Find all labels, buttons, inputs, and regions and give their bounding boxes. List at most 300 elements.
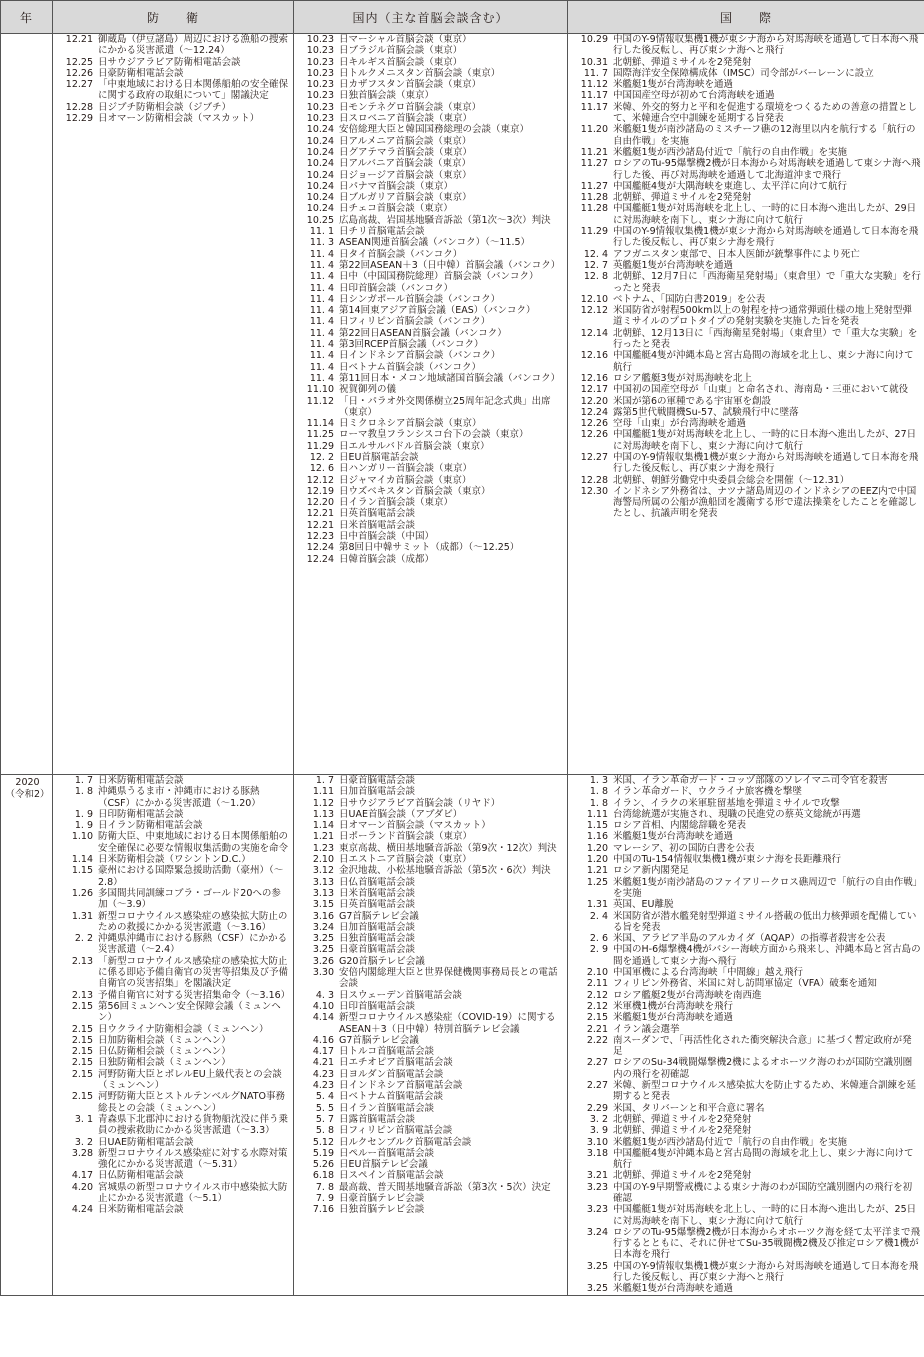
event-entry: [296, 888, 567, 899]
event-date: 1.31: [586, 899, 608, 911]
event-entry: [570, 407, 924, 418]
event-date: 10.23: [306, 101, 334, 113]
event-entry: [296, 113, 567, 124]
event-text: 日イラン首脳会談（東京）: [339, 497, 454, 509]
event-entry: [296, 911, 567, 922]
event-text: 東京高裁、横田基地騒音訴訟（第9次・12次）判決: [339, 842, 557, 854]
event-date: 4.23: [312, 1068, 334, 1080]
event-date: 3.23: [586, 1181, 608, 1193]
event-entry: [296, 944, 567, 955]
event-text: 日独防衛相会談（ミュンヘン）: [98, 1057, 231, 1069]
event-date: 3.24: [586, 1226, 608, 1238]
event-date: 3. 9: [589, 1125, 608, 1137]
event-text: 日印首脳会談（バンコク）: [339, 282, 454, 294]
event-text: 米国が第6の軍種である宇宙軍を創設: [613, 395, 772, 407]
event-entry: [296, 362, 567, 373]
event-entry: [296, 79, 567, 90]
event-date: 2. 9: [589, 944, 608, 956]
event-text: 日イラン防衛相電話会談: [98, 820, 203, 832]
event-date: 10.23: [306, 34, 334, 45]
event-date: 10.24: [306, 203, 334, 215]
event-date: 10.31: [580, 56, 608, 68]
event-text: 北朝鮮、12月13日に「西海衛星発射場」（東倉里）で「重大な実験」を行ったと発表: [613, 327, 918, 351]
event-entry: [570, 418, 924, 429]
event-date: 10.24: [306, 135, 334, 147]
event-entry: [55, 775, 293, 786]
event-date: 2.11: [586, 978, 608, 990]
event-entry: [570, 967, 924, 978]
event-text: 台湾総統選が実施され、現職の民進党の蔡英文総統が再選: [613, 808, 861, 820]
event-date: 10.23: [306, 67, 334, 79]
event-text: 日EU首脳電話会談: [339, 451, 419, 463]
event-text: 中国軍機による台湾海峡「中間線」越え飛行: [613, 967, 804, 979]
event-text: 米国防省が潜水艦発射型弾道ミサイル搭載の低出力核弾頭を配備している旨を発表: [613, 910, 917, 933]
event-date: 5. 7: [315, 1113, 334, 1125]
event-text: 北朝鮮、弾道ミサイルを2発発射: [613, 1170, 752, 1182]
event-entry: [570, 944, 924, 967]
event-date: 1.21: [312, 831, 334, 843]
event-text: 日タイ首脳会談（バンコク）: [339, 248, 463, 260]
event-entry: [296, 1193, 567, 1204]
event-entry: [296, 508, 567, 519]
event-date: 12.26: [580, 429, 608, 441]
event-entry: [296, 237, 567, 248]
event-text: マレーシア、初の国防白書を公表: [613, 842, 755, 854]
event-text: 米艦艇1隻が西沙諸島付近で「航行の自由作戦」を実施: [613, 1136, 848, 1148]
event-date: 3.28: [71, 1147, 93, 1159]
event-date: 11.12: [306, 395, 334, 407]
event-entry: [296, 463, 567, 474]
header-year: 年: [1, 1, 53, 34]
event-entry: [55, 57, 293, 68]
event-date: 3.23: [586, 1204, 608, 1216]
event-text: 日インドネシア首脳会談（バンコク）: [339, 350, 501, 362]
event-date: 3.16: [312, 910, 334, 922]
event-entry: [296, 441, 567, 452]
event-date: 1.21: [586, 865, 608, 877]
event-text: 米国防省が射程500km以上の射程を持つ通常弾頭仕様の地上発射型弾道ミサイルのプロトタイプの発射実験を実施した旨を発表: [613, 305, 912, 328]
domestic-cell: [294, 775, 568, 1296]
international-cell: [568, 34, 924, 775]
event-date: 7. 9: [315, 1192, 334, 1204]
event-entry: [296, 34, 567, 45]
event-text: 日米首脳電話会談: [339, 519, 416, 531]
event-text: ロシアのTu-95爆撃機2機が日本海から対馬海峡を通過して東シナ海へ飛行した後、再び対馬海峡を通過して北海道沖まで飛行: [613, 158, 921, 181]
event-date: 10.29: [580, 34, 608, 45]
event-date: 12.12: [306, 474, 334, 486]
event-date: 12.20: [306, 497, 334, 509]
event-text: 日韓首脳会談（成都）: [339, 553, 435, 565]
event-date: 2. 2: [74, 933, 93, 945]
event-text: 日印防衛相電話会談: [98, 808, 184, 820]
event-entry: [296, 865, 567, 876]
event-date: 4.16: [312, 1034, 334, 1046]
event-date: 2.15: [71, 1046, 93, 1058]
event-text: 北朝鮮、弾道ミサイルを2発発射: [613, 56, 752, 68]
event-date: 11.29: [580, 226, 608, 238]
event-entry: [296, 831, 567, 842]
event-text: 中国のY-9情報収集機1機が東シナ海から対馬海峡を通過して日本海を飛行した後反転し、再び東シナ海を飛行: [613, 451, 919, 475]
event-text: 「中東地域における日本関係船舶の安全確保に関する政府の取組について」閣議決定: [98, 79, 289, 102]
event-date: 10.24: [306, 146, 334, 158]
event-text: 米艦艇1隻が台湾海峡を通過: [613, 1012, 734, 1024]
event-entry: [570, 854, 924, 865]
event-text: 中国艦艇1隻が対馬海峡を北上し、一時的に日本海へ進出したが、25日に対馬海峡を南下し、東シナ海に向けて航行: [613, 1204, 917, 1227]
event-entry: [570, 203, 924, 226]
header-domestic: 国内（主な首脳会談含む）: [294, 1, 568, 34]
event-entry: [570, 1148, 924, 1171]
event-date: 11. 4: [309, 259, 334, 271]
event-entry: [55, 1069, 293, 1092]
event-entry: [296, 1103, 567, 1114]
event-text: 日スロベニア首脳会談（東京）: [339, 113, 473, 125]
event-date: 12.24: [580, 406, 608, 418]
event-date: 12.27: [580, 451, 608, 463]
event-text: ベトナム、「国防白書2019」を公表: [613, 293, 766, 305]
event-date: 1.20: [586, 854, 608, 866]
event-date: 11. 4: [309, 327, 334, 339]
event-text: 新型コロナウイルス感染症（COVID-19）に関するASEAN＋3（日中韓）特別首脳テレビ会議: [339, 1012, 556, 1035]
event-text: 英国、EU離脱: [613, 899, 674, 911]
event-date: 4.14: [312, 1012, 334, 1024]
event-text: 日米首脳電話会談: [339, 887, 416, 899]
event-text: G20首脳テレビ会議: [339, 955, 425, 967]
event-text: 日豪首脳テレビ会談: [339, 1192, 425, 1204]
event-text: 米艦艇1隻が台湾海峡を通過: [613, 1283, 734, 1295]
event-text: 日独首脳会談（東京）: [339, 90, 435, 102]
event-date: 12.25: [65, 56, 93, 68]
event-text: 空母「山東」が台湾海峡を通過: [613, 418, 747, 430]
event-entry: [296, 147, 567, 158]
event-date: 1.15: [586, 820, 608, 832]
event-text: 中国国産空母が初めて台湾海峡を通過: [613, 90, 775, 102]
event-entry: [570, 249, 924, 260]
event-text: 日仏防衛相会談（ミュンヘン）: [98, 1046, 231, 1058]
event-entry: [570, 990, 924, 1001]
event-text: 米艦艇1隻が南沙諸島のミスチーフ礁の12海里以内を航行する「航行の自由作戦」を実施: [613, 124, 916, 147]
event-entry: [570, 775, 924, 786]
event-text: 日イラン首脳電話会談: [339, 1102, 435, 1114]
event-text: 第11回日本・メコン地域諸国首脳会議（バンコク）: [339, 372, 561, 384]
event-text: 日印首脳電話会談: [339, 1000, 416, 1012]
event-text: 日サウジアラビア首脳会談（リヤド）: [339, 797, 501, 809]
event-entry: [296, 1035, 567, 1046]
event-date: 4.17: [71, 1170, 93, 1182]
event-date: 2.10: [312, 854, 334, 866]
event-entry: [55, 854, 293, 865]
event-text: 日ウクライナ防衛相会談（ミュンヘン）: [98, 1023, 269, 1035]
event-date: 10.24: [306, 169, 334, 181]
event-date: 1.16: [586, 831, 608, 843]
event-entry: [55, 1204, 293, 1215]
domestic-cell: [294, 34, 568, 775]
event-entry: [296, 203, 567, 214]
event-date: 3.21: [586, 1170, 608, 1182]
event-entry: [570, 899, 924, 910]
event-entry: [296, 57, 567, 68]
event-text: 日ジョージア首脳会談（東京）: [339, 169, 472, 181]
event-date: 2.15: [71, 1023, 93, 1035]
event-entry: [570, 1170, 924, 1181]
event-entry: [296, 158, 567, 169]
event-date: 12.12: [580, 305, 608, 317]
event-date: 6.18: [312, 1170, 334, 1182]
event-text: ロシア艦艇2隻が台湾海峡を南西進: [613, 989, 762, 1001]
defense-cell: [53, 775, 294, 1296]
event-date: 11.25: [306, 429, 334, 441]
event-date: 4.10: [312, 1000, 334, 1012]
event-entry: [296, 328, 567, 339]
event-entry: [570, 1261, 924, 1284]
international-cell: [568, 775, 924, 1296]
event-date: 11.28: [580, 192, 608, 204]
event-entry: [296, 1091, 567, 1102]
event-entry: [55, 102, 293, 113]
event-entry: [55, 786, 293, 809]
event-text: 露第5世代戦闘機Su-57、試験飛行中に墜落: [613, 406, 799, 418]
event-date: 12. 8: [583, 271, 608, 283]
event-text: 中国のY-9早期警戒機による東シナ海のわが国防空識別圏内の飛行を初確認: [613, 1181, 913, 1204]
event-entry: [296, 475, 567, 486]
event-text: 日ペルー首脳電話会談: [339, 1147, 435, 1159]
event-entry: [570, 1103, 924, 1114]
event-text: 沖縄県沖縄市における豚熱（CSF）にかかる災害派遣（〜2.4）: [98, 933, 288, 956]
event-text: 日チリ首脳電話会談: [339, 226, 425, 238]
event-entry: [55, 1170, 293, 1181]
event-entry: [296, 429, 567, 440]
event-entry: [296, 1170, 567, 1181]
year-row-2019: [1, 34, 924, 775]
event-date: 2. 4: [589, 910, 608, 922]
event-entry: [570, 452, 924, 475]
event-date: 11. 4: [309, 361, 334, 373]
event-entry: [296, 305, 567, 316]
header-international: 国 際: [568, 1, 924, 34]
event-date: 1.12: [312, 797, 334, 809]
event-entry: [296, 1012, 567, 1035]
event-text: 日アルメニア首脳会談（東京）: [339, 135, 472, 147]
event-date: 11.14: [306, 418, 334, 430]
event-entry: [296, 798, 567, 809]
event-date: 2.15: [71, 1091, 93, 1103]
event-text: 防衛大臣、中東地域における日本関係船舶の安全確保に必要な情報収集活動の実施を命令: [98, 831, 289, 854]
event-text: 日英首脳電話会談: [339, 508, 416, 520]
event-date: 1.23: [312, 842, 334, 854]
event-text: 日ウズベキスタン首脳会談（東京）: [339, 485, 491, 497]
event-date: 2.15: [71, 1068, 93, 1080]
event-date: 12.19: [306, 485, 334, 497]
event-entry: [296, 542, 567, 553]
event-text: 日スウェーデン首脳電話会談: [339, 989, 462, 1001]
event-entry: [296, 531, 567, 542]
event-text: ロシア首相、内閣総辞職を発表: [613, 820, 747, 832]
event-date: 2.15: [71, 1034, 93, 1046]
event-entry: [570, 1001, 924, 1012]
event-date: 12.24: [306, 542, 334, 554]
event-text: 中国のY-9情報収集機1機が東シナ海から対馬海峡を通過して日本海を飛行した後反転し、再び東シナ海へと飛行: [613, 1260, 919, 1284]
event-entry: [570, 384, 924, 395]
event-text: 中国艦艇4隻が沖縄本島と宮古島間の海域を北上し、東シナ海に向けて航行: [613, 350, 914, 373]
event-text: 第8回日中韓サミット（成都）（〜12.25）: [339, 542, 520, 554]
event-entry: [296, 956, 567, 967]
event-date: 4. 3: [315, 989, 334, 1001]
event-entry: [570, 877, 924, 900]
event-entry: [296, 775, 567, 786]
event-date: 11.28: [580, 203, 608, 215]
event-text: 青森県下北郡沖における貨物船沈没に伴う乗員の捜索救助にかかる災害派遣（〜3.3）: [98, 1113, 289, 1137]
event-entry: [570, 34, 924, 57]
event-date: 2.27: [586, 1057, 608, 1069]
event-date: 3. 2: [74, 1136, 93, 1148]
event-date: 1. 7: [74, 775, 93, 786]
event-text: 「新型コロナウイルス感染症の感染拡大防止に係る即応予備自衛官の災害等招集及び予備自衛官の災害招集」を閣議決定: [98, 955, 289, 990]
event-date: 2. 6: [589, 933, 608, 945]
event-entry: [296, 1182, 567, 1193]
event-date: 2.13: [71, 955, 93, 967]
event-date: 1.20: [586, 842, 608, 854]
event-text: 第3回RCEP首脳会議（バンコク）: [339, 339, 484, 351]
event-date: 10.23: [306, 45, 334, 57]
event-entry: [55, 1001, 293, 1024]
event-date: 12. 4: [583, 248, 608, 260]
event-text: 日仏防衛相電話会談: [98, 1170, 184, 1182]
event-entry: [296, 809, 567, 820]
event-entry: [570, 328, 924, 351]
event-entry: [296, 192, 567, 203]
event-entry: [570, 1114, 924, 1125]
event-date: 7.16: [312, 1204, 334, 1216]
event-text: 豪州における国際緊急援助活動（豪州）（〜2.8）: [98, 865, 284, 888]
event-date: 3.25: [312, 944, 334, 956]
event-entry: [296, 181, 567, 192]
event-entry: [570, 79, 924, 90]
event-date: 11. 4: [309, 248, 334, 260]
event-date: 1.26: [71, 887, 93, 899]
event-text: イラン、イラクの米軍駐留基地を弾道ミサイルで攻撃: [613, 797, 840, 809]
event-date: 3.30: [312, 967, 334, 979]
event-text: 日UAE防衛相電話会談: [98, 1136, 194, 1148]
event-date: 3.13: [312, 876, 334, 888]
event-entry: [55, 79, 293, 102]
event-date: 12.20: [580, 395, 608, 407]
event-date: 10.24: [306, 124, 334, 136]
event-text: 日米防衛相会談（ワシントンD.C.）: [98, 854, 251, 866]
event-date: 2.12: [586, 1000, 608, 1012]
event-text: 国際海洋安全保障構成体（IMSC）司令部がバーレーンに設立: [613, 67, 874, 79]
event-text: 米艦艇1隻が台湾海峡を通過: [613, 831, 734, 843]
event-entry: [570, 147, 924, 158]
event-entry: [570, 1204, 924, 1227]
event-entry: [296, 877, 567, 888]
event-date: 4.17: [312, 1046, 334, 1058]
event-text: 中国艦艇1隻が対馬海峡を北上し、一時的に日本海へ進出したが、29日に対馬海峡を南下し、東シナ海に向けて航行: [613, 203, 917, 226]
event-text: 米国、タリバーンと和平合意に署名: [613, 1102, 765, 1114]
event-date: 1. 8: [589, 786, 608, 798]
event-date: 10.23: [306, 79, 334, 91]
event-entry: [570, 350, 924, 373]
event-text: 中国初の国産空母が「山東」と命名され、海南島・三亜において就役: [613, 384, 909, 396]
event-text: 日豪首脳電話会談: [339, 944, 416, 956]
event-entry: [296, 283, 567, 294]
event-text: 米艦艇1隻が西沙諸島付近で「航行の自由作戦」を実施: [613, 146, 848, 158]
event-text: 安倍内閣総理大臣と世界保健機関事務局長との電話会談: [339, 967, 558, 990]
event-entry: [296, 1137, 567, 1148]
event-text: G7首脳テレビ会議: [339, 910, 419, 922]
event-entry: [570, 1012, 924, 1023]
event-text: 日ヨルダン首脳電話会談: [339, 1068, 444, 1080]
event-entry: [570, 192, 924, 203]
event-date: 11. 4: [309, 282, 334, 294]
event-date: 1. 9: [74, 820, 93, 832]
event-text: インドネシア外務省は、ナツナ諸島周辺のインドネシアのEEZ内で中国海警局所属の公船が漁船団を護衛する形で違法操業をしたことを確認したとし、抗議声明を発表: [613, 485, 918, 520]
event-date: 10.23: [306, 56, 334, 68]
event-date: 12.30: [580, 485, 608, 497]
event-text: 日加首脳電話会談: [339, 921, 416, 933]
event-entry: [570, 260, 924, 271]
event-entry: [296, 215, 567, 226]
event-text: 日独首脳電話会談: [339, 933, 416, 945]
event-date: 11.10: [306, 384, 334, 396]
event-date: 12. 7: [583, 259, 608, 271]
event-date: 12.28: [580, 474, 608, 486]
event-date: 2.15: [586, 1012, 608, 1024]
event-text: 沖縄県うるま市・沖縄市における豚熱（CSF）にかかる災害派遣（〜1.20）: [98, 786, 261, 809]
event-text: 北朝鮮、弾道ミサイルを2発発射: [613, 1113, 752, 1125]
event-text: ロシアのTu-95爆撃機2機が日本海からオホーツク海を経て太平洋まで飛行するとともに、それに併せてSu-35戦闘機2機及び推定ロシア機1機が日本海を飛行: [613, 1226, 920, 1261]
event-entry: [296, 1046, 567, 1057]
event-text: 英艦艇1隻が台湾海峡を通過: [613, 259, 734, 271]
event-entry: [55, 933, 293, 956]
event-date: 2.15: [71, 1057, 93, 1069]
event-entry: [55, 865, 293, 888]
event-date: 12.28: [65, 101, 93, 113]
event-entry: [570, 102, 924, 125]
event-date: 3.15: [312, 899, 334, 911]
event-date: 3.12: [312, 865, 334, 877]
event-entry: [296, 786, 567, 797]
event-date: 11. 4: [309, 316, 334, 328]
event-text: 中国艦艇1隻が対馬海峡を北上し、一時的に日本海へ進出したが、27日に対馬海峡を南下し、東シナ海に向けて航行: [613, 429, 917, 452]
event-entry: [296, 854, 567, 865]
event-entry: [55, 34, 293, 57]
event-entry: [296, 843, 567, 854]
event-date: 3. 2: [589, 1113, 608, 1125]
event-entry: [570, 226, 924, 249]
event-date: 2.13: [71, 989, 93, 1001]
event-text: フィリピン外務省、米国に対し訪問軍協定（VFA）破棄を通知: [613, 978, 877, 990]
event-date: 10.24: [306, 192, 334, 204]
event-entry: [570, 1024, 924, 1035]
event-entry: [570, 865, 924, 876]
event-entry: [296, 294, 567, 305]
event-date: 11.29: [306, 440, 334, 452]
event-text: アフガニスタン東部で、日本人医師が銃撃事件により死亡: [613, 248, 860, 260]
event-text: 日トルコ首脳電話会談: [339, 1046, 435, 1058]
event-date: 1. 8: [589, 797, 608, 809]
event-entry: [570, 90, 924, 101]
event-text: 北朝鮮、弾道ミサイルを2発発射: [613, 1125, 752, 1137]
event-text: 日EU首脳テレビ会議: [339, 1159, 428, 1171]
event-text: イラン革命ガード、ウクライナ旅客機を撃墜: [613, 786, 802, 798]
event-entry: [296, 1057, 567, 1068]
event-text: 日モンテネグロ首脳会談（東京）: [339, 101, 482, 113]
event-date: 3.10: [586, 1136, 608, 1148]
event-entry: [296, 339, 567, 350]
year-cell: 2020 （令和2）: [1, 775, 53, 1296]
event-entry: [570, 305, 924, 328]
event-text: 北朝鮮、弾道ミサイルを2発発射: [613, 192, 752, 204]
event-text: 日ブルガリア首脳会談（東京）: [339, 192, 472, 204]
